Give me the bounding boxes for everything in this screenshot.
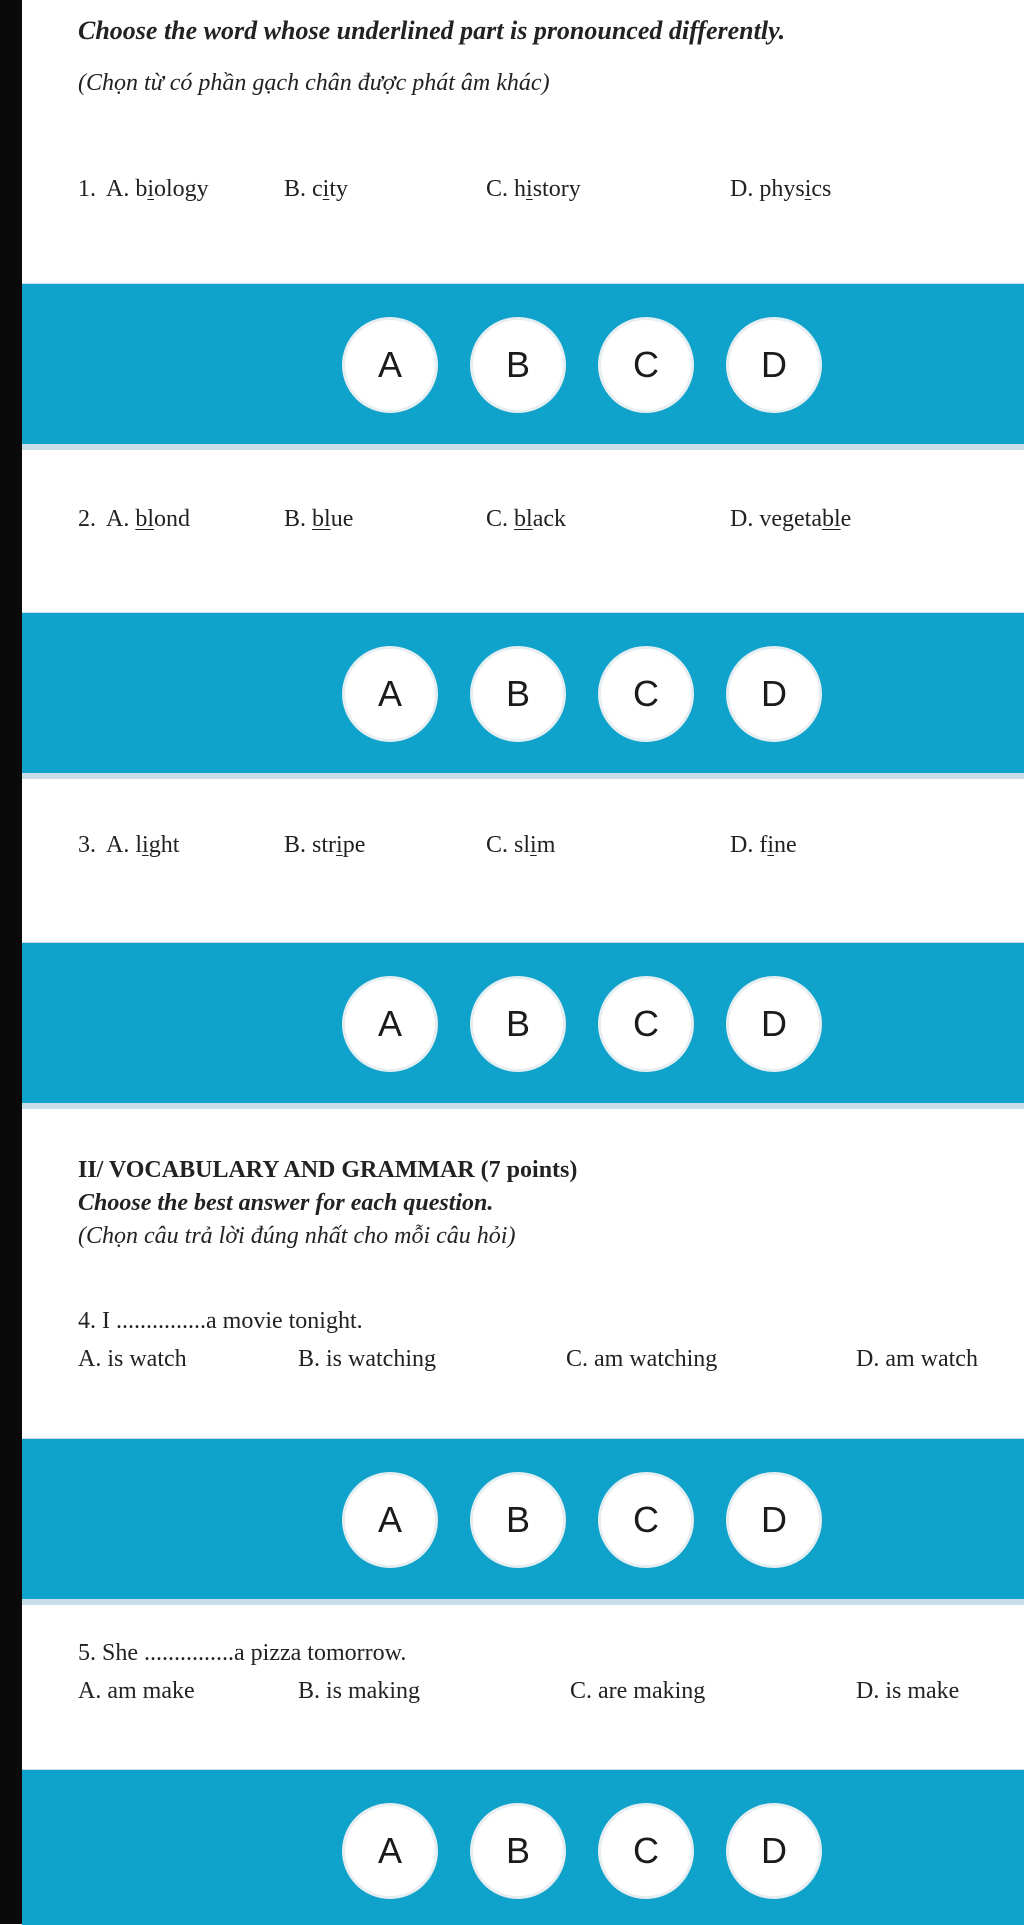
- answer-button-b[interactable]: B: [470, 646, 566, 742]
- option-d: D. fine: [730, 832, 797, 858]
- question-number: 3.: [78, 832, 96, 858]
- option-c: C. am watching: [566, 1346, 718, 1372]
- section-heading: II/ VOCABULARY AND GRAMMAR (7 points): [78, 1157, 578, 1183]
- option-b: B. is making: [298, 1678, 421, 1704]
- option-b: B. city: [284, 176, 349, 202]
- option-a: A. is watch: [78, 1346, 187, 1372]
- answer-button-c[interactable]: C: [598, 976, 694, 1072]
- option-b: B. is watching: [298, 1346, 436, 1372]
- answer-button-d[interactable]: D: [726, 976, 822, 1072]
- answer-button-a[interactable]: A: [342, 317, 438, 413]
- option-a: A. blond: [106, 506, 191, 532]
- answer-panel-1: [22, 283, 1024, 450]
- option-c: C. black: [486, 506, 566, 532]
- option-a: A. light: [106, 832, 180, 858]
- section-instruction-vi: (Chọn câu trả lời đúng nhất cho mỗi câu hỏi): [78, 1223, 516, 1249]
- answer-button-a[interactable]: A: [342, 1803, 438, 1899]
- answer-button-b[interactable]: B: [470, 1472, 566, 1568]
- option-d: D. is make: [856, 1678, 960, 1704]
- instruction-subtitle: (Chọn từ có phần gạch chân được phát âm khác): [78, 70, 550, 96]
- answer-button-d[interactable]: D: [726, 1803, 822, 1899]
- answer-button-c[interactable]: C: [598, 1472, 694, 1568]
- answer-button-a[interactable]: A: [342, 976, 438, 1072]
- question-number: 2.: [78, 506, 96, 532]
- question-stem: 4. I ...............a movie tonight.: [78, 1308, 363, 1334]
- instruction-title: Choose the word whose underlined part is pronounced differently.: [78, 16, 786, 45]
- option-b: B. stripe: [284, 832, 366, 858]
- answer-button-a[interactable]: A: [342, 646, 438, 742]
- option-a: A. am make: [78, 1678, 195, 1704]
- question-stem: 5. She ...............a pizza tomorrow.: [78, 1640, 407, 1666]
- answer-button-c[interactable]: C: [598, 317, 694, 413]
- answer-panel-2: [22, 612, 1024, 779]
- answer-button-a[interactable]: A: [342, 1472, 438, 1568]
- answer-button-b[interactable]: B: [470, 1803, 566, 1899]
- answer-button-c[interactable]: C: [598, 646, 694, 742]
- answer-panel-4: [22, 1438, 1024, 1605]
- answer-button-d[interactable]: D: [726, 317, 822, 413]
- answer-button-c[interactable]: C: [598, 1803, 694, 1899]
- option-a: A. biology: [106, 176, 209, 202]
- option-b: B. blue: [284, 506, 354, 532]
- answer-panel-5: [22, 1769, 1024, 1925]
- option-c: C. slim: [486, 832, 556, 858]
- option-d: D. physics: [730, 176, 832, 202]
- option-d: D. am watch: [856, 1346, 978, 1372]
- answer-panel-3: [22, 942, 1024, 1109]
- option-c: C. history: [486, 176, 581, 202]
- answer-button-d[interactable]: D: [726, 646, 822, 742]
- option-d: D. vegetable: [730, 506, 852, 532]
- question-number: 1.: [78, 176, 96, 202]
- answer-button-d[interactable]: D: [726, 1472, 822, 1568]
- answer-button-b[interactable]: B: [470, 976, 566, 1072]
- answer-button-b[interactable]: B: [470, 317, 566, 413]
- section-instruction: Choose the best answer for each question.: [78, 1190, 494, 1216]
- option-c: C. are making: [570, 1678, 706, 1704]
